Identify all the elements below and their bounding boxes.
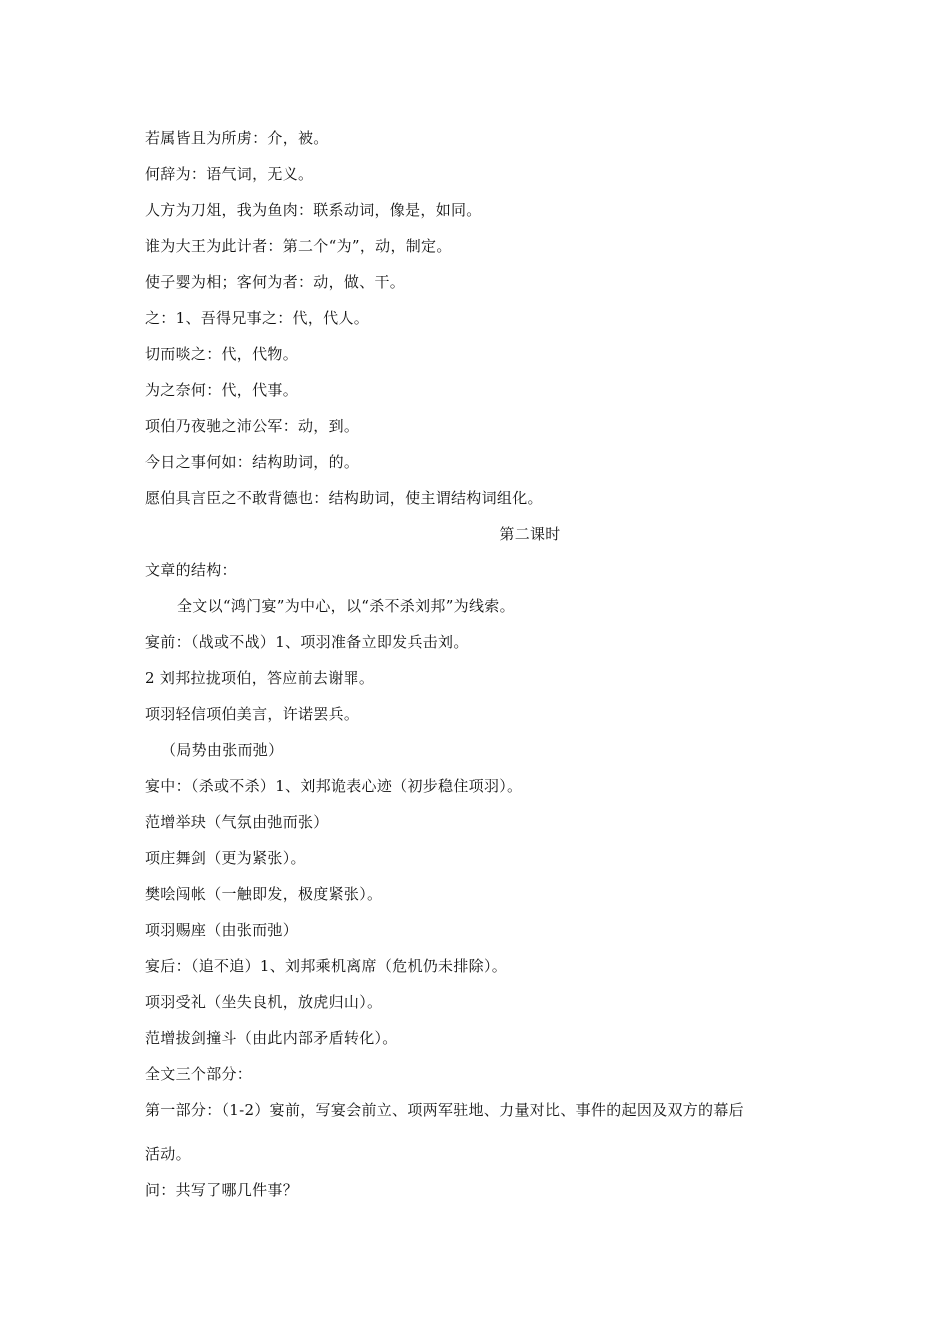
text-line: 项羽赐座（由张而弛） (145, 921, 299, 939)
text-line: 文章的结构： (145, 561, 237, 579)
section-heading: 第二课时 (499, 525, 561, 543)
text-line: 2 刘邦拉拢项伯，答应前去谢罪。 (145, 669, 375, 687)
text-line: 切而啖之：代，代物。 (145, 345, 299, 363)
text-line: 宴前：（战或不战）1、项羽准备立即发兵击刘。 (145, 633, 469, 651)
text-line: 何辞为：语气词，无义。 (145, 165, 314, 183)
text-line: 宴中：（杀或不杀）1、刘邦诡表心迹（初步稳住项羽）。 (145, 777, 523, 795)
text-line: 愿伯具言臣之不敢背德也：结构助词，使主谓结构词组化。 (145, 489, 543, 507)
text-line: 为之奈何：代，代事。 (145, 381, 299, 399)
text-line: 全文三个部分： (145, 1065, 253, 1083)
text-line: 第一部分：（1-2）宴前，写宴会前立、项两军驻地、力量对比、事件的起因及双方的幕后 (145, 1101, 744, 1119)
text-line: 全文以“鸿门宴”为中心，以“杀不杀刘邦”为线索。 (177, 597, 515, 615)
text-line: 之：1、吾得兄事之：代，代人。 (145, 309, 370, 327)
text-line: 项伯乃夜驰之沛公军：动，到。 (145, 417, 360, 435)
text-line: 项羽受礼（坐失良机，放虎归山）。 (145, 993, 383, 1011)
text-line: 问：共写了哪几件事？ (145, 1181, 299, 1199)
text-line: 人方为刀俎，我为鱼肉：联系动词，像是，如同。 (145, 201, 482, 219)
text-line: 范增举玦（气氛由弛而张） (145, 813, 329, 831)
text-line: 宴后：（追不追）1、刘邦乘机离席（危机仍未排除）。 (145, 957, 508, 975)
text-line: 若属皆且为所虏：介，被。 (145, 129, 329, 147)
text-line: 范增拔剑撞斗（由此内部矛盾转化）。 (145, 1029, 398, 1047)
text-line: 项羽轻信项伯美言，许诺罢兵。 (145, 705, 360, 723)
text-line: 活动。 (145, 1145, 191, 1163)
text-line: 谁为大王为此计者：第二个“为”，动，制定。 (145, 237, 452, 255)
text-line: 使子婴为相；客何为者：动，做、干。 (145, 273, 406, 291)
text-line: （局势由张而弛） (161, 741, 284, 759)
text-line: 今日之事何如：结构助词，的。 (145, 453, 360, 471)
text-line: 项庄舞剑（更为紧张）。 (145, 849, 306, 867)
text-line: 樊哙闯帐（一触即发，极度紧张）。 (145, 885, 383, 903)
